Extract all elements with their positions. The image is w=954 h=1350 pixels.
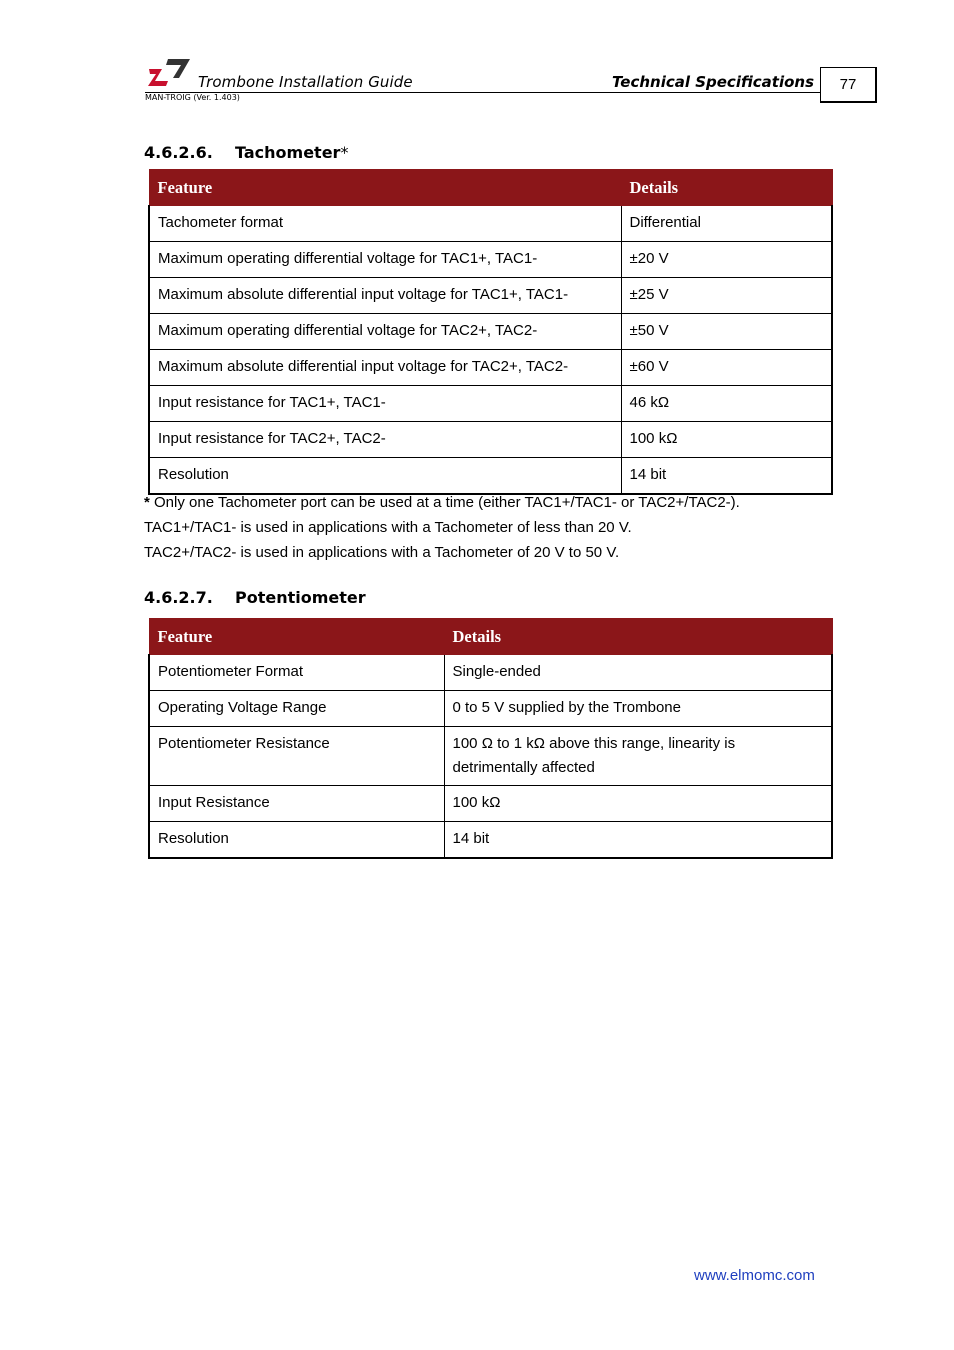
feature-cell: Input Resistance [149, 786, 444, 822]
feature-cell: Maximum operating differential voltage for TAC2+, TAC2- [149, 314, 621, 350]
table-row [149, 822, 832, 858]
feature-cell: Maximum absolute differential input voltage for TAC1+, TAC1- [149, 278, 621, 314]
feature-cell: Potentiometer Resistance [149, 727, 444, 786]
feature-cell: Maximum absolute differential input voltage for TAC2+, TAC2- [149, 350, 621, 386]
potentiometer-table [148, 618, 833, 859]
details-cell: ±50 V [621, 314, 832, 350]
header-rule [145, 92, 821, 93]
details-cell: Differential [621, 206, 832, 242]
page-number: 77 [839, 76, 857, 93]
page-number-box [820, 67, 877, 103]
header-details: Details [621, 170, 832, 206]
website-link[interactable]: www.elmomc.com [694, 1267, 815, 1284]
table-row [149, 350, 832, 386]
header-details: Details [444, 619, 832, 655]
details-cell: 0 to 5 V supplied by the Trombone [444, 691, 832, 727]
details-cell: 100 kΩ [444, 786, 832, 822]
table-row [149, 691, 832, 727]
details-cell: ±60 V [621, 350, 832, 386]
section-title: Technical Specifications [611, 73, 814, 91]
feature-cell: Resolution [149, 458, 621, 494]
details-cell: Single-ended [444, 655, 832, 691]
note-asterisk: * [144, 494, 150, 511]
feature-cell: Resolution [149, 822, 444, 858]
table-row [149, 655, 832, 691]
details-cell: 100 kΩ [621, 422, 832, 458]
note-text: Only one Tachometer port can be used at a time (either TAC1+/TAC1- or TAC2+/TAC2-). [149, 494, 740, 511]
feature-cell: Maximum operating differential voltage for TAC1+, TAC1- [149, 242, 621, 278]
guide-title: Trombone Installation Guide [198, 73, 413, 91]
tachometer-heading [144, 143, 348, 162]
section-heading-title: Tachometer [235, 143, 341, 162]
section-number: 4.6.2.6. [144, 143, 213, 162]
table-row [149, 727, 832, 786]
table-row [149, 422, 832, 458]
elmo-logo [148, 57, 190, 87]
header-feature: Feature [149, 619, 444, 655]
table-row [149, 206, 832, 242]
header-feature: Feature [149, 170, 621, 206]
table-row [149, 386, 832, 422]
details-cell: 100 Ω to 1 kΩ above this range, linearity is detrimentally affected [444, 727, 832, 786]
section-number: 4.6.2.7. [144, 588, 213, 607]
potentiometer-heading [144, 588, 366, 607]
feature-cell: Operating Voltage Range [149, 691, 444, 727]
tachometer-table [148, 169, 833, 495]
details-cell: 14 bit [621, 458, 832, 494]
details-cell: ±25 V [621, 278, 832, 314]
details-cell: 46 kΩ [621, 386, 832, 422]
table-header-row [149, 619, 832, 655]
table-row [149, 314, 832, 350]
feature-cell: Potentiometer Format [149, 655, 444, 691]
asterisk: * [340, 143, 349, 162]
feature-cell: Input resistance for TAC2+, TAC2- [149, 422, 621, 458]
feature-cell: Input resistance for TAC1+, TAC1- [149, 386, 621, 422]
table-row [149, 786, 832, 822]
table-row [149, 278, 832, 314]
details-cell: 14 bit [444, 822, 832, 858]
table-row [149, 242, 832, 278]
tachometer-note-2: TAC1+/TAC1- is used in applications with a Tachometer of less than 20 V. [144, 519, 632, 536]
details-cell: ±20 V [621, 242, 832, 278]
section-heading-title: Potentiometer [235, 588, 366, 607]
tachometer-note-3: TAC2+/TAC2- is used in applications with a Tachometer of 20 V to 50 V. [144, 544, 620, 561]
table-row [149, 458, 832, 494]
table-header-row [149, 170, 832, 206]
feature-cell: Tachometer format [149, 206, 621, 242]
tachometer-note-1 [144, 494, 740, 511]
doc-version: MAN-TROIG (Ver. 1.403) [145, 93, 240, 102]
